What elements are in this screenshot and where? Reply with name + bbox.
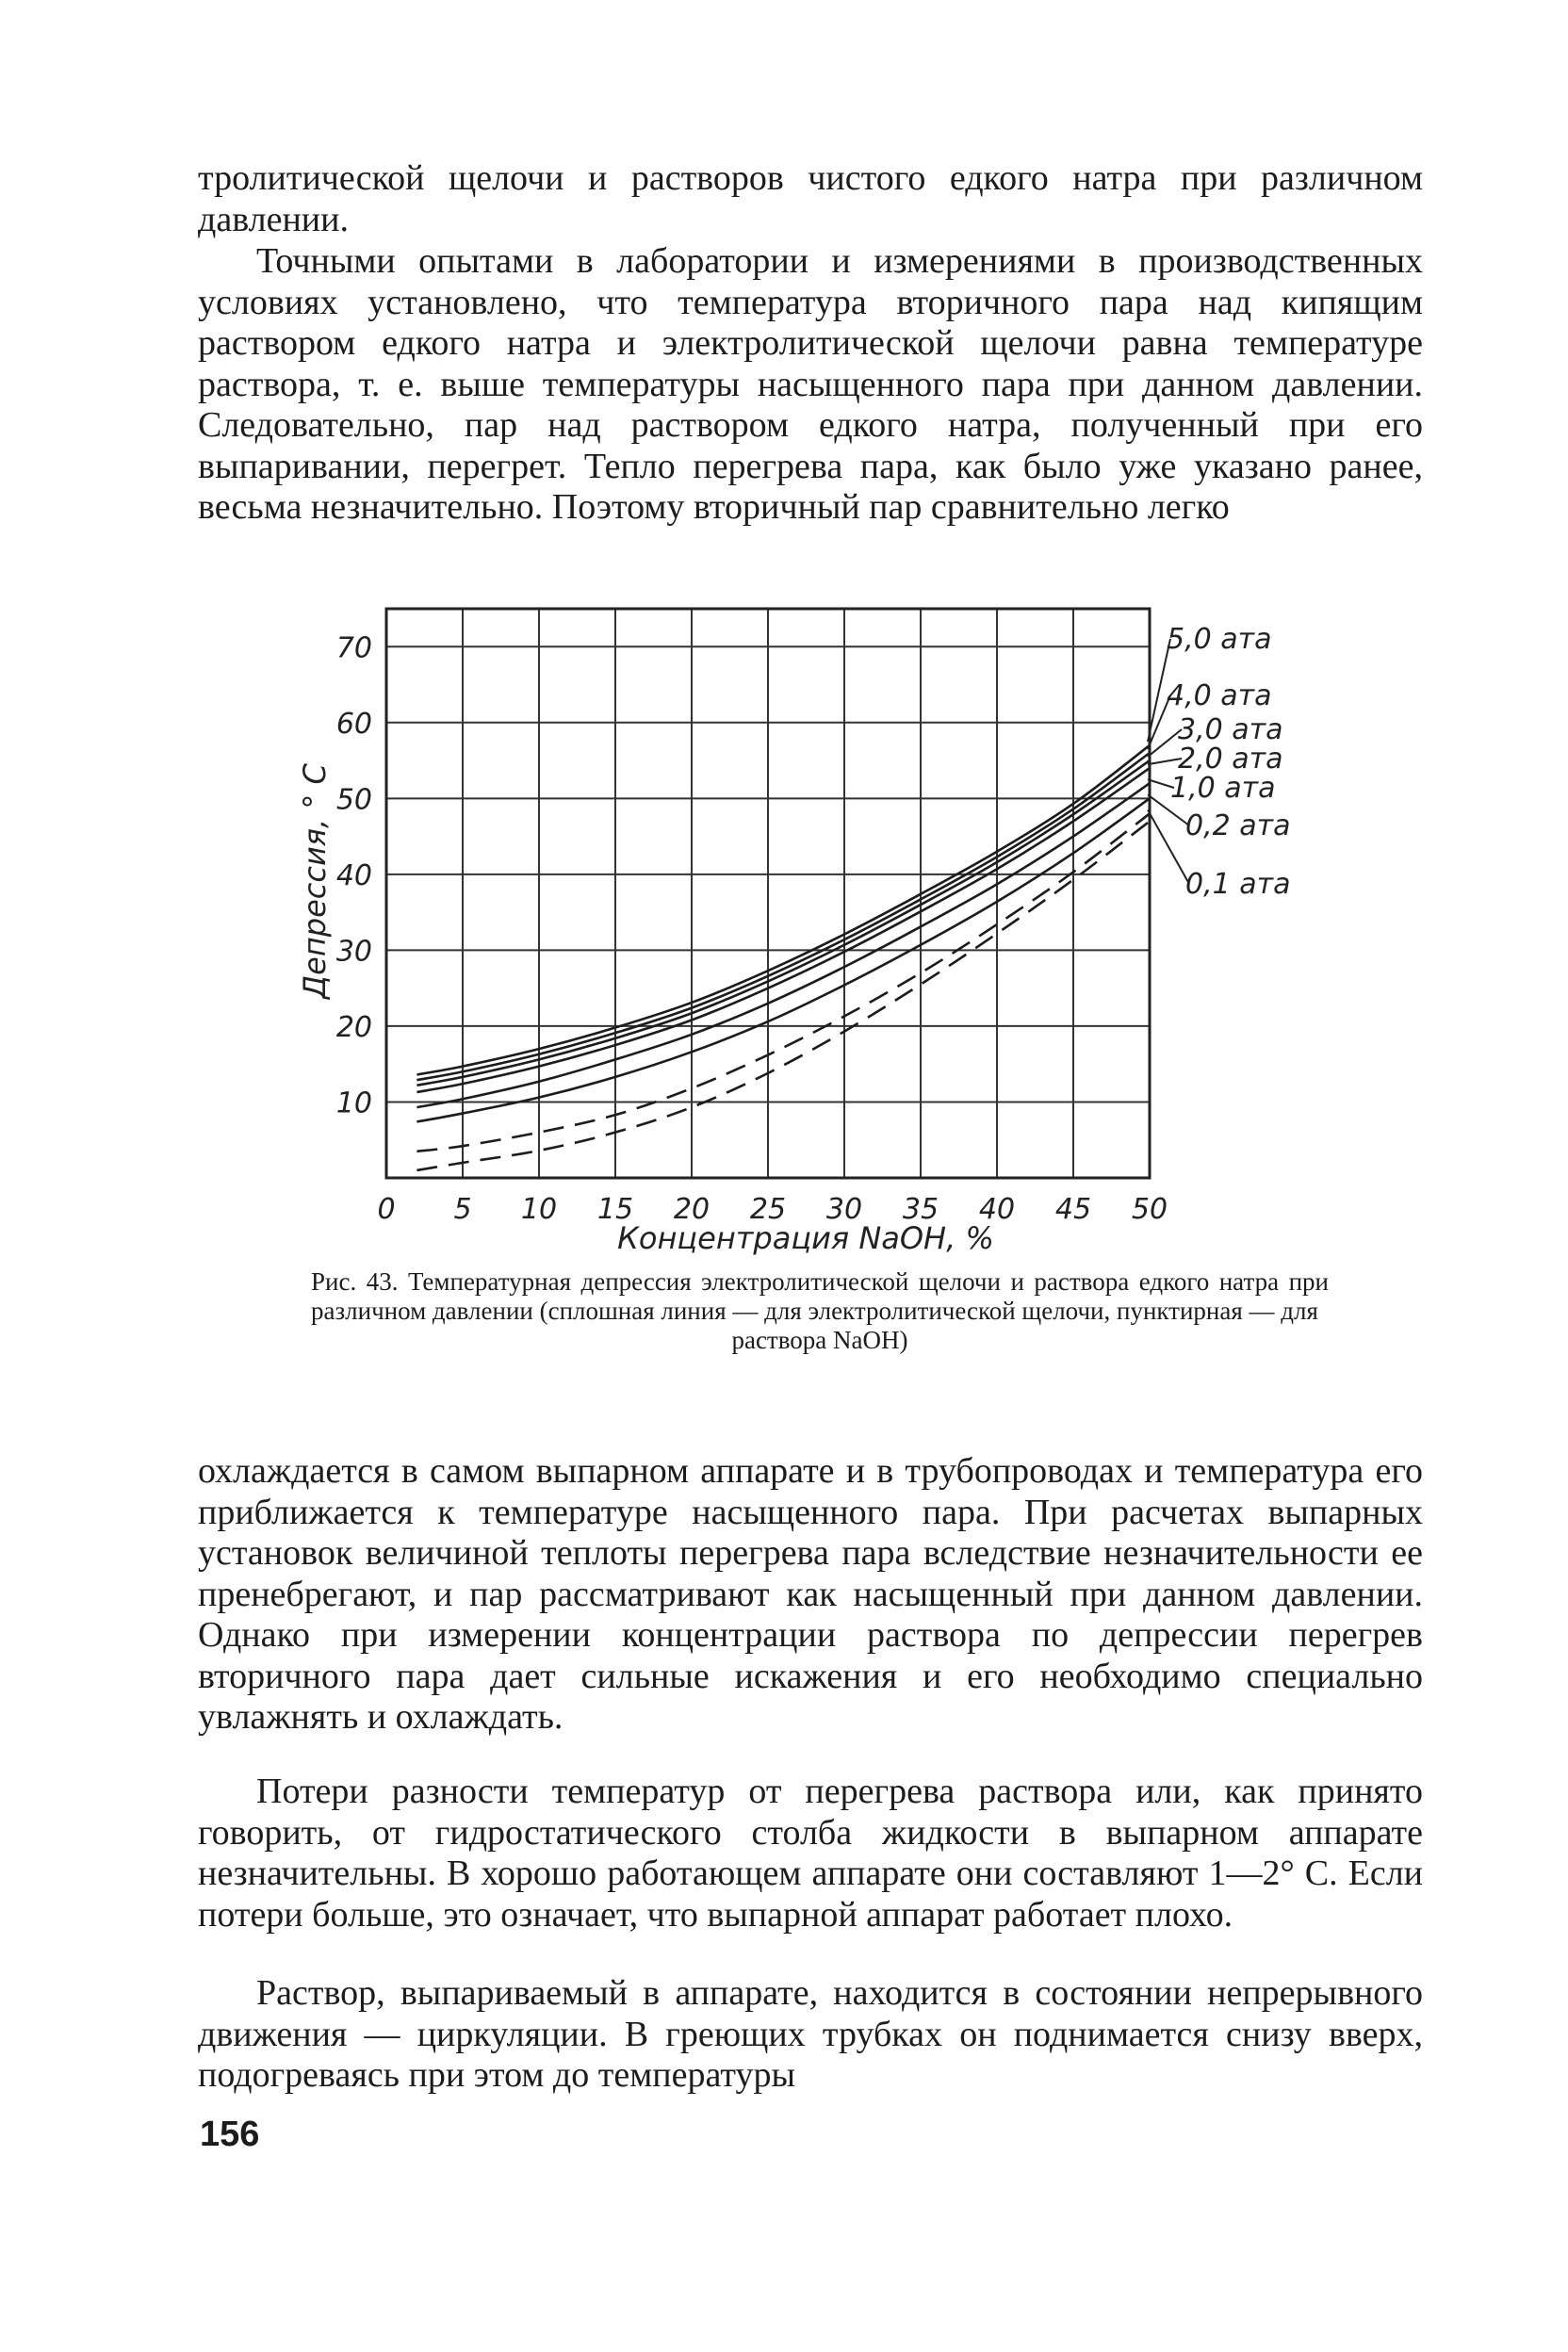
paragraph-2: Точными опытами в лаборатории и измерениями в производственных условиях установлено, что температура вторичного пара над кипящим раствором едкого натра и электролитической щелочи равна температуре раствора, т. е. выше температуры насыщенного пара при данном давлении. Следовательно, пар над раствором едкого натра, полученный при его выпаривании, перегрет. Тепло перегрева пара, как было уже указано ранее, весьма незначительно. Поэтому вторичный пар сравнительно легко (198, 241, 1423, 527)
paragraph-1: тролитической щелочи и растворов чистого едкого натра при различном давлении. (198, 158, 1423, 239)
x-tick-label: 15 (596, 1193, 634, 1226)
x-tick-label: 20 (673, 1193, 710, 1226)
caption-last-line: раствора NaOH) (731, 1326, 908, 1354)
chart-grid (386, 609, 1150, 1178)
caption-main: Рис. 43. Температурная депрессия электролитической щелочи и раствора едкого натра при различном давлении (сплошная линия — для электролитической щелочи, пунктирная — для (311, 1267, 1329, 1325)
paragraph-3: охлаждается в самом выпарном аппарате и в трубопроводах и температура его приближается к температуре насыщенного пара. При расчетах выпарных установок величиной теплоты перегрева пара вследствие незначительности ее пренебрегают, и пар рассматривают как насыщенный при данном давлении. Однако при измерении концентрации раствора по депрессии перегрев вторичного пара дает сильные искажения и его необходимо специально увлажнять и охлаждать. (198, 1451, 1423, 1737)
x-tick-label: 0 (377, 1193, 396, 1226)
paragraph-5: Раствор, выпариваемый в аппарате, находится в состоянии непрерывного движения — циркуляции. В греющих трубках он поднимается снизу вверх, подогреваясь при этом до температуры (198, 1973, 1423, 2095)
series-curve (416, 760, 1150, 1086)
series-curve (416, 798, 1150, 1121)
paragraph-4: Потери разности температур от перегрева раствора или, как принято говорить, от гидростатического столба жидкости в выпарном аппарате незначительны. В хорошо работающем аппарате они составляют 1—2° С. Если потери больше, это означает, что выпарной аппарат работает плохо. (198, 1772, 1423, 1935)
y-tick-label: 50 (335, 783, 372, 817)
figure-caption (311, 1267, 1329, 1355)
series-label: 1,0 ата (1170, 772, 1276, 805)
y-tick-label: 70 (335, 631, 372, 665)
series-curve (416, 753, 1150, 1080)
y-tick-label: 30 (335, 935, 372, 969)
y-tick-label: 60 (335, 707, 372, 741)
series-label: 0,2 ата (1185, 809, 1291, 842)
x-tick-label: 5 (453, 1193, 472, 1226)
label-leader (1148, 759, 1182, 764)
label-leader (1148, 729, 1182, 757)
x-tick-label: 35 (902, 1193, 939, 1226)
y-tick-labels (336, 631, 372, 1119)
chart-curves (416, 745, 1150, 1170)
x-tick-label: 10 (520, 1193, 558, 1226)
page-number: 156 (200, 2115, 260, 2154)
x-tick-label: 25 (749, 1193, 787, 1226)
y-tick-label: 10 (335, 1086, 372, 1120)
x-axis-label: Концентрация NaOH, % (617, 1220, 994, 1256)
series-label: 5,0 ата (1167, 623, 1272, 656)
x-tick-label: 40 (978, 1193, 1016, 1226)
series-label: 0,1 ата (1185, 868, 1291, 901)
y-axis-label: Депрессия, ° С (297, 763, 333, 999)
y-tick-label: 40 (335, 858, 372, 892)
x-tick-label: 30 (825, 1193, 863, 1226)
x-tick-label: 45 (1054, 1193, 1092, 1226)
y-tick-label: 20 (335, 1010, 372, 1044)
series-label: 3,0 ата (1178, 713, 1283, 746)
series-labels (1167, 623, 1291, 901)
series-label: 2,0 ата (1178, 743, 1283, 776)
x-tick-label: 50 (1131, 1193, 1168, 1226)
series-label: 4,0 ата (1167, 679, 1272, 712)
series-curve (416, 768, 1150, 1092)
